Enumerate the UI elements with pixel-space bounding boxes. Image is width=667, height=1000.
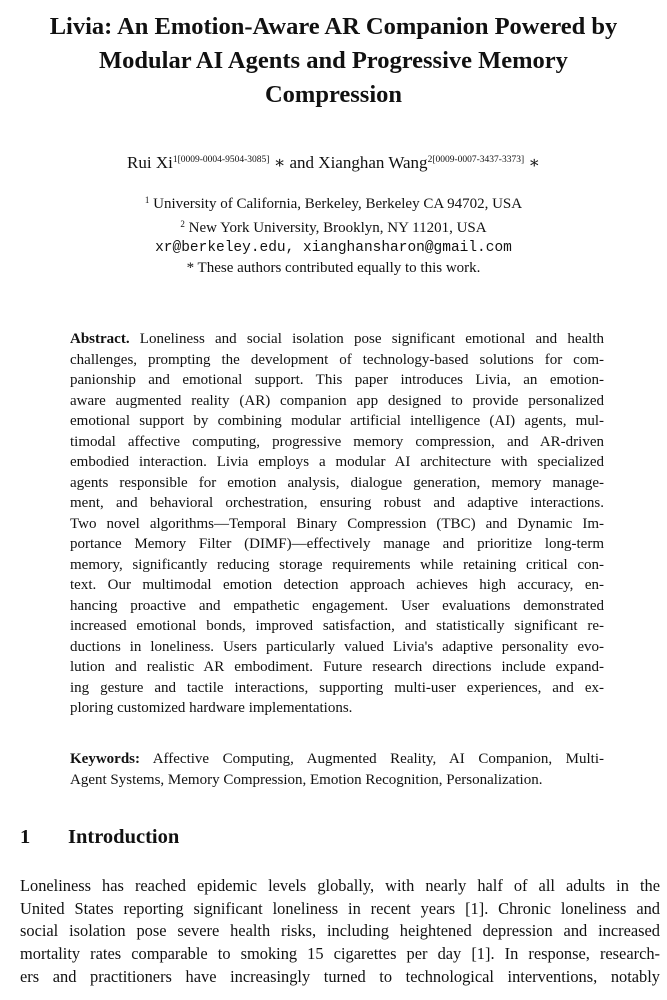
introduction-paragraph (20, 875, 660, 989)
abstract-label: Abstract. (70, 331, 130, 347)
abstract-line: emotional support by combining modular artificial intelligence (AI) agents, mul- (70, 413, 604, 429)
abstract-line: ductions in loneliness. Users particularly valued Livia's adaptive personality evo- (70, 638, 604, 655)
section-number: 1 (20, 826, 31, 848)
abstract-line: embodied interaction. Livia employs a modular AI architecture with specialized (70, 454, 604, 470)
abstract-line: ing gesture and tactile interactions, supporting multi-user experiences, and ex- (70, 679, 604, 696)
abstract-line: text. Our multimodal emotion detection approach achieves high accuracy, en- (70, 577, 604, 593)
author-emails: xr@berkeley.edu, xianghansharon@gmail.com (155, 240, 512, 256)
abstract-line (70, 329, 604, 350)
title-line: Compression (264, 81, 403, 108)
affiliation-number: 1 (144, 195, 150, 205)
abstract-line: ment, and behavioral orchestration, ensuring robust and adaptive interactions. (70, 495, 604, 511)
keywords-text: Affective Computing, Augmented Reality, AI Companion, Multi- (140, 751, 604, 767)
abstract-line: agents responsible for emotion analysis, dialogue generation, memory manage- (70, 474, 604, 491)
keywords-label: Keywords: (70, 751, 140, 767)
abstract (70, 329, 604, 719)
keywords (70, 749, 604, 790)
body-line: mortality rates comparable to smoking 15 cigarettes per day [1]. In response, research- (20, 944, 660, 964)
section-title: Introduction (68, 826, 180, 848)
abstract-text: Loneliness and social isolation pose significant emotional and health (129, 331, 604, 347)
abstract-line: increased emotional bonds, improved satisfaction, and statistically significant re- (70, 618, 604, 634)
abstract-line: panionship and emotional support. This paper introduces Livia, an emotion- (70, 372, 604, 388)
author-orcid: 2[0009-0007-3437-3373] (427, 155, 525, 165)
abstract-line: lution and realistic AR embodiment. Future research directions include expand- (70, 659, 604, 675)
body-line: United States reporting significant loneliness in recent years [1]. Chronic loneliness and (20, 898, 660, 918)
author-orcid: 1[0009-0004-9504-3085] (172, 155, 270, 165)
affiliation-line (0, 190, 667, 214)
abstract-line: memory, significantly reducing storage requirements while retaining critical con- (70, 556, 604, 573)
abstract-line: portance Memory Filter (DIMF)—effectively manage and prioritize long-term (70, 536, 604, 552)
body-line: Loneliness has reached epidemic levels globally, with nearly half of all adults in the (20, 876, 660, 895)
author-name: Xianghan Wang (318, 153, 428, 172)
title-line: Livia: An Emotion-Aware AR Companion Powered by (49, 13, 618, 40)
section-heading (20, 824, 179, 850)
author-name: Rui Xi (127, 153, 173, 172)
author-list (0, 149, 667, 174)
keywords-line (70, 749, 604, 770)
equal-contribution-note: * These authors contributed equally to this work. (186, 260, 481, 276)
abstract-line: challenges, prompting the development of technology-based solutions for com- (70, 351, 604, 368)
body-line: ers and practitioners have increasingly turned to technological interventions, notably (20, 966, 660, 986)
affiliation-number: 2 (180, 219, 185, 229)
affiliations (0, 190, 667, 278)
abstract-line: Two novel algorithms—Temporal Binary Compression (TBC) and Dynamic Im- (70, 515, 604, 532)
abstract-line: timodal affective computing, progressive memory compression, and AR-driven (70, 433, 604, 450)
affiliation-text: New York University, Brooklyn, NY 11201, USA (184, 220, 487, 236)
abstract-line: ploring customized hardware implementations. (70, 700, 353, 716)
title-line: Modular AI Agents and Progressive Memory (99, 47, 568, 74)
paper-title (20, 10, 647, 112)
affiliation-text: University of California, Berkeley, Berkeley CA 94702, USA (149, 196, 523, 212)
abstract-line: hancing proactive and empathetic engagement. User evaluations demonstrated (70, 597, 604, 614)
affiliation-line (0, 214, 667, 238)
author-mark: ∗ (524, 153, 540, 172)
keywords-line: Agent Systems, Memory Compression, Emotion Recognition, Personalization. (70, 771, 543, 788)
author-separator: ∗ and (269, 153, 319, 172)
abstract-line: aware augmented reality (AR) companion app designed to provide personalized (70, 392, 604, 409)
body-line: social isolation pose severe health risks, including heightened depression and increased (20, 921, 660, 941)
